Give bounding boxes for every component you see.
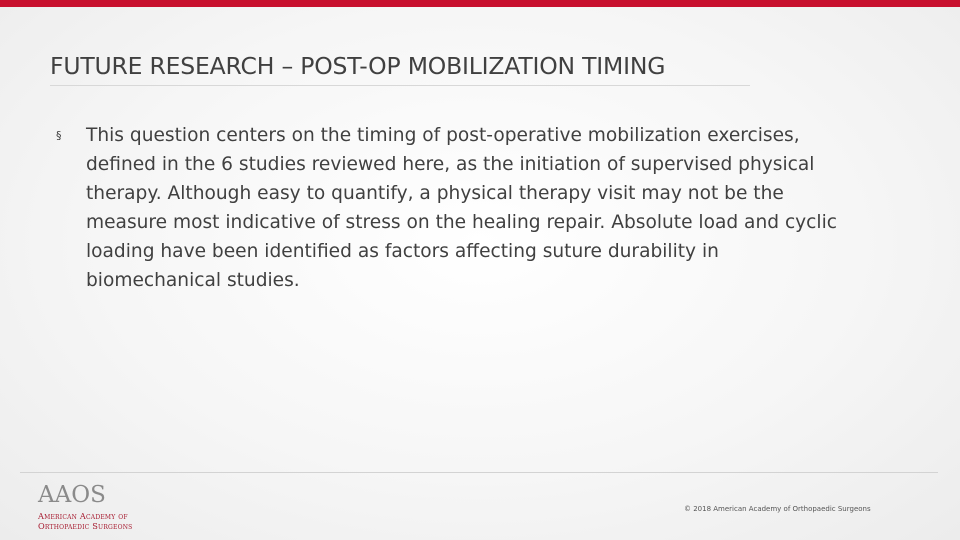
title-divider — [50, 85, 750, 86]
logo-line-1: American Academy of — [38, 511, 128, 521]
logo-mark: AAOS — [38, 482, 106, 508]
bullet-list — [56, 121, 856, 295]
footer-divider — [20, 472, 938, 473]
copyright-text: © 2018 American Academy of Orthopaedic Surgeons — [684, 505, 871, 513]
logo-line-2: Orthopaedic Surgeons — [38, 521, 133, 531]
bullet-marker: § — [56, 129, 62, 142]
top-accent-bar — [0, 0, 960, 7]
bullet-text: This question centers on the timing of post-operative mobilization exercises, defined in the 6 studies reviewed here, as the initiation of supervised physical therapy. Although easy to quantify, a physical therapy visit may not be the measure most indicative of stress on the healing repair. Absolute load and cyclic loading have been identified as factors affecting suture durability in biomechanical studies. — [86, 125, 837, 291]
bullet-item — [56, 121, 856, 295]
aaos-logo — [38, 482, 158, 532]
slide-title: FUTURE RESEARCH – POST-OP MOBILIZATION TIMING — [50, 52, 666, 80]
